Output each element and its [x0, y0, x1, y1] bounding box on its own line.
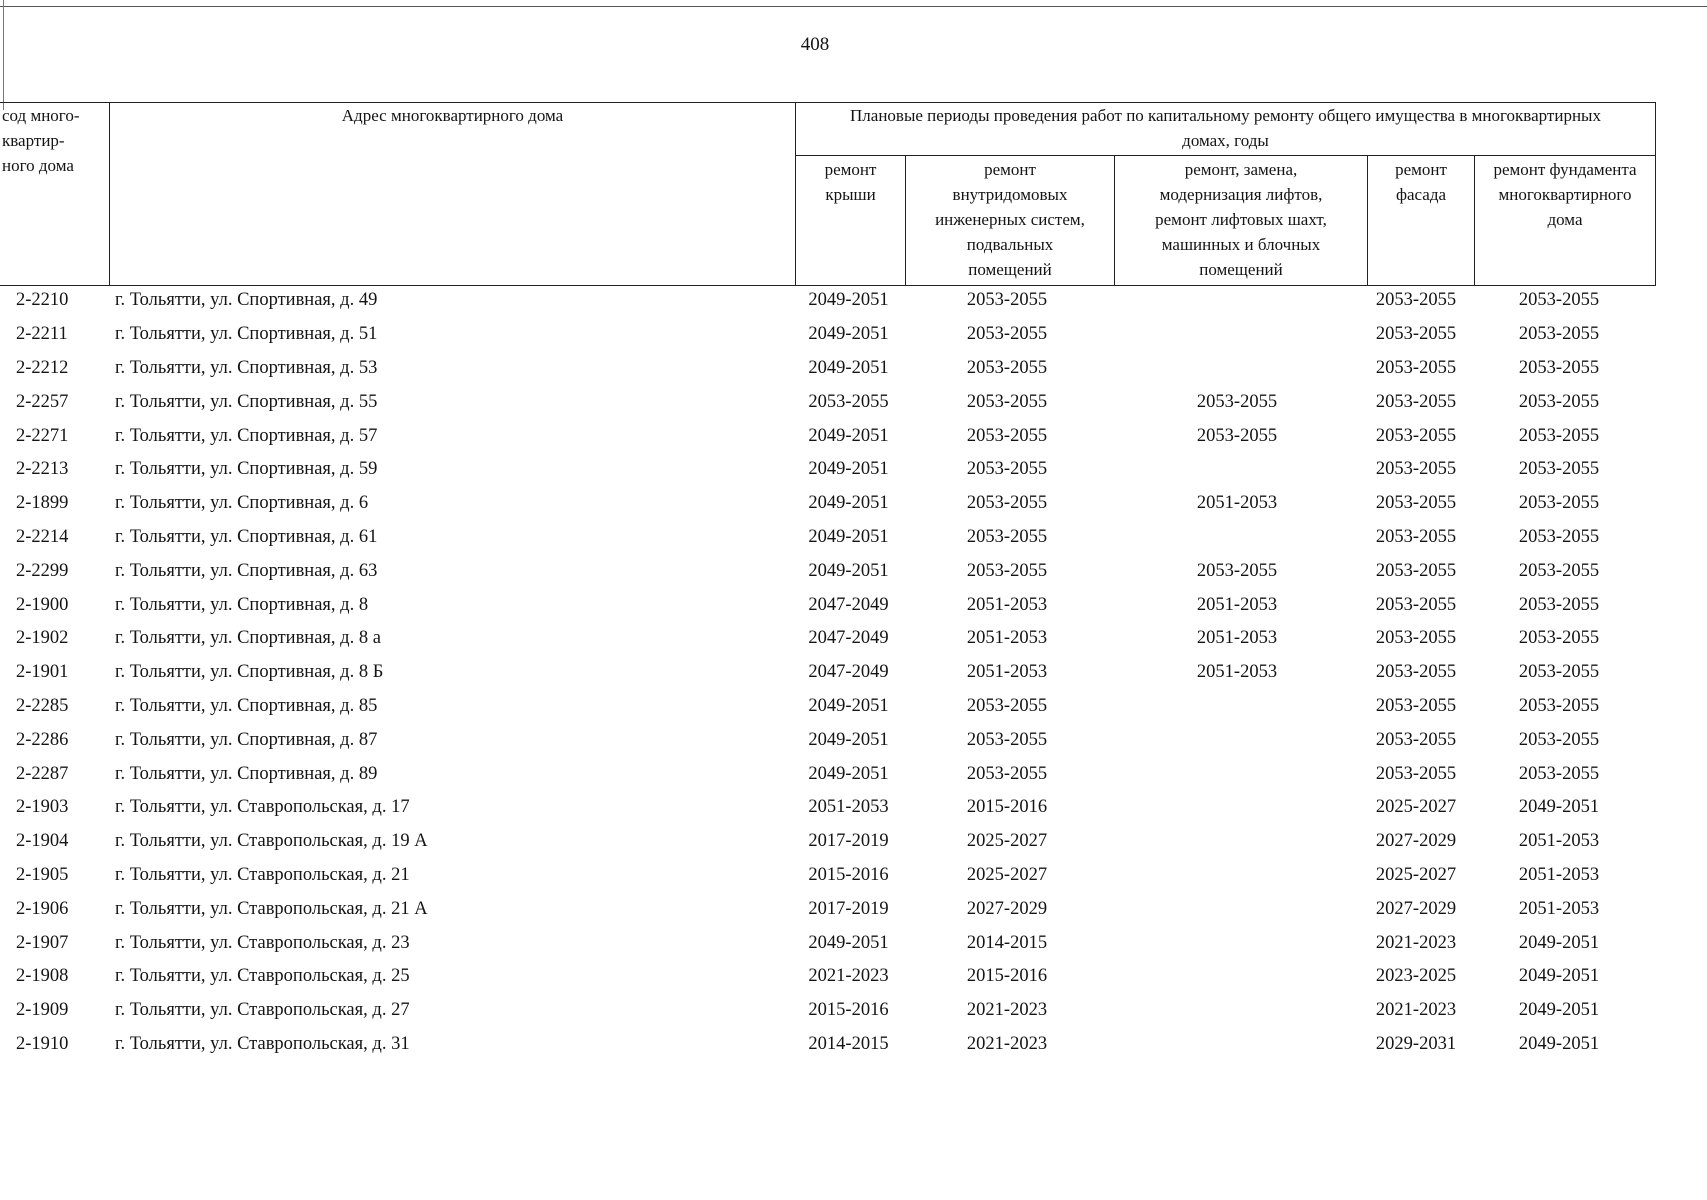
cell-lifts: [1111, 284, 1363, 318]
cell-roof: 2017-2019: [808, 831, 889, 852]
cell-lifts: 2051-2053: [1196, 594, 1278, 615]
cell-foundation: 2053-2055: [1518, 628, 1600, 649]
cell-code: 2-2299: [16, 560, 69, 581]
cell-code: 2-1905: [16, 864, 69, 885]
cell-facade: 2023-2025: [1375, 966, 1457, 987]
cell-address: г. Тольятти, ул. Спортивная, д. 85: [115, 695, 378, 716]
table-row: [0, 385, 1649, 419]
cell-code: 2-1903: [16, 797, 69, 818]
table-row: [0, 791, 1649, 825]
cell-systems: 2053-2055: [966, 763, 1048, 784]
table-row: [0, 487, 1649, 521]
table-row: [0, 554, 1649, 588]
cell-foundation: 2049-2051: [1518, 932, 1600, 953]
cell-lifts: [1111, 791, 1363, 825]
cell-systems: 2051-2053: [966, 628, 1048, 649]
cell-roof: 2049-2051: [808, 763, 889, 784]
cell-lifts: [1111, 521, 1363, 555]
table-row: [0, 622, 1649, 656]
table-row: [0, 656, 1649, 690]
cell-code: 2-2257: [16, 391, 69, 412]
cell-foundation: 2051-2053: [1518, 864, 1600, 885]
cell-foundation: 2053-2055: [1518, 594, 1600, 615]
header-planned-periods-label: Плановые периоды проведения работ по капитальному ремонту общего имущества в многоквартирных домах, годы: [850, 106, 1601, 150]
cell-foundation: 2053-2055: [1518, 290, 1600, 311]
cell-lifts: 2053-2055: [1196, 560, 1278, 581]
header-systems-line: инженерных систем,: [935, 210, 1085, 229]
cell-address: г. Тольятти, ул. Ставропольская, д. 25: [115, 966, 410, 987]
cell-foundation: 2051-2053: [1518, 898, 1600, 919]
header-planned-periods: [796, 103, 1656, 156]
table-row: [0, 690, 1649, 724]
table-row: [0, 453, 1649, 487]
cell-lifts: 2053-2055: [1196, 425, 1278, 446]
cell-address: г. Тольятти, ул. Спортивная, д. 89: [115, 763, 378, 784]
cell-foundation: 2053-2055: [1518, 357, 1600, 378]
cell-roof: 2049-2051: [808, 493, 889, 514]
cell-facade: 2053-2055: [1375, 459, 1457, 480]
cell-address: г. Тольятти, ул. Спортивная, д. 63: [115, 560, 378, 581]
cell-address: г. Тольятти, ул. Спортивная, д. 59: [115, 459, 378, 480]
cell-lifts: 2051-2053: [1196, 628, 1278, 649]
table-row: [0, 859, 1649, 893]
header-roof-line: крыши: [825, 185, 876, 204]
cell-address: г. Тольятти, ул. Ставропольская, д. 27: [115, 1000, 410, 1021]
header-lifts-line: ремонт, замена,: [1184, 160, 1298, 179]
cell-lifts: 2053-2055: [1196, 391, 1278, 412]
cell-code: 2-2285: [16, 695, 69, 716]
cell-lifts: [1111, 892, 1363, 926]
header-lifts-line: машинных и блочных: [1161, 235, 1321, 254]
header-lifts-line: помещений: [1199, 260, 1283, 279]
header-code-line: ного дома: [2, 156, 74, 175]
cell-facade: 2025-2027: [1375, 797, 1457, 818]
cell-roof: 2049-2051: [808, 425, 889, 446]
cell-address: г. Тольятти, ул. Ставропольская, д. 23: [115, 932, 410, 953]
cell-systems: 2015-2016: [966, 797, 1048, 818]
cell-facade: 2053-2055: [1375, 729, 1457, 750]
cell-lifts: [1111, 859, 1363, 893]
table-header: [0, 102, 1656, 286]
cell-facade: 2053-2055: [1375, 594, 1457, 615]
cell-roof: 2051-2053: [808, 797, 889, 818]
cell-lifts: [1111, 1028, 1363, 1062]
table-body: [0, 284, 1649, 1061]
header-foundation-line: ремонт фундамента: [1493, 160, 1637, 179]
cell-code: 2-1910: [16, 1033, 69, 1054]
cell-systems: 2053-2055: [966, 425, 1048, 446]
cell-foundation: 2049-2051: [1518, 966, 1600, 987]
cell-systems: 2053-2055: [966, 526, 1048, 547]
header-facade: [1368, 156, 1475, 286]
table-row: [0, 723, 1649, 757]
cell-address: г. Тольятти, ул. Спортивная, д. 51: [115, 324, 378, 345]
cell-address: г. Тольятти, ул. Спортивная, д. 61: [115, 526, 378, 547]
cell-code: 2-2211: [16, 324, 68, 345]
cell-foundation: 2053-2055: [1518, 391, 1600, 412]
header-facade-line: фасада: [1395, 185, 1447, 204]
cell-roof: 2049-2051: [808, 729, 889, 750]
table-rows: [0, 284, 1649, 1061]
cell-facade: 2053-2055: [1375, 695, 1457, 716]
cell-foundation: 2049-2051: [1518, 797, 1600, 818]
cell-lifts: [1111, 994, 1363, 1028]
cell-code: 2-2210: [16, 290, 69, 311]
header-address-label: Адрес многоквартирного дома: [341, 106, 564, 125]
cell-facade: 2053-2055: [1375, 628, 1457, 649]
cell-lifts: [1111, 453, 1363, 487]
cell-facade: 2053-2055: [1375, 357, 1457, 378]
cell-roof: 2049-2051: [808, 560, 889, 581]
header-systems-line: помещений: [968, 260, 1052, 279]
cell-address: г. Тольятти, ул. Спортивная, д. 8 а: [115, 628, 381, 649]
cell-systems: 2051-2053: [966, 662, 1048, 683]
cell-lifts: [1111, 926, 1363, 960]
cell-address: г. Тольятти, ул. Спортивная, д. 8 Б: [115, 662, 384, 683]
cell-address: г. Тольятти, ул. Ставропольская, д. 31: [115, 1033, 410, 1054]
cell-facade: 2029-2031: [1375, 1033, 1457, 1054]
cell-lifts: 2051-2053: [1196, 493, 1278, 514]
cell-foundation: 2053-2055: [1518, 763, 1600, 784]
cell-address: г. Тольятти, ул. Спортивная, д. 87: [115, 729, 378, 750]
cell-systems: 2021-2023: [966, 1000, 1048, 1021]
cell-systems: 2025-2027: [966, 831, 1048, 852]
cell-address: г. Тольятти, ул. Спортивная, д. 49: [115, 290, 378, 311]
cell-foundation: 2053-2055: [1518, 560, 1600, 581]
table-row: [0, 419, 1649, 453]
cell-foundation: 2053-2055: [1518, 695, 1600, 716]
cell-systems: 2053-2055: [966, 560, 1048, 581]
cell-foundation: 2053-2055: [1518, 425, 1600, 446]
table-row: [0, 892, 1649, 926]
cell-facade: 2053-2055: [1375, 526, 1457, 547]
header-foundation: [1475, 156, 1656, 286]
cell-address: г. Тольятти, ул. Ставропольская, д. 21 А: [115, 898, 428, 919]
table-row: [0, 757, 1649, 791]
header-address: [110, 103, 796, 286]
table-row: [0, 588, 1649, 622]
cell-code: 2-2271: [16, 425, 69, 446]
cell-address: г. Тольятти, ул. Ставропольская, д. 19 А: [115, 831, 428, 852]
table-row: [0, 1028, 1649, 1062]
cell-foundation: 2053-2055: [1518, 493, 1600, 514]
header-code-line: сод много-: [2, 106, 80, 125]
cell-code: 2-2212: [16, 357, 69, 378]
cell-foundation: 2053-2055: [1518, 459, 1600, 480]
cell-lifts: [1111, 757, 1363, 791]
cell-systems: 2053-2055: [966, 695, 1048, 716]
header-facade-line: ремонт: [1395, 160, 1447, 179]
cell-code: 2-1900: [16, 594, 69, 615]
cell-facade: 2021-2023: [1375, 1000, 1457, 1021]
scan-edge-top: [0, 0, 1707, 7]
header-roof-line: ремонт: [824, 160, 877, 179]
cell-foundation: 2053-2055: [1518, 526, 1600, 547]
header-code: [0, 103, 110, 286]
cell-code: 2-1899: [16, 493, 69, 514]
cell-roof: 2049-2051: [808, 324, 889, 345]
cell-code: 2-1909: [16, 1000, 69, 1021]
cell-roof: 2049-2051: [808, 459, 889, 480]
cell-address: г. Тольятти, ул. Спортивная, д. 55: [115, 391, 378, 412]
cell-code: 2-1902: [16, 628, 69, 649]
cell-facade: 2053-2055: [1375, 324, 1457, 345]
header-foundation-line: многоквартирного: [1498, 185, 1632, 204]
cell-lifts: [1111, 318, 1363, 352]
header-systems-line: подвальных: [966, 235, 1054, 254]
cell-systems: 2025-2027: [966, 864, 1048, 885]
cell-roof: 2049-2051: [808, 932, 889, 953]
cell-code: 2-1906: [16, 898, 69, 919]
cell-code: 2-2286: [16, 729, 69, 750]
cell-code: 2-2213: [16, 459, 69, 480]
header-engineering-systems: [906, 156, 1115, 286]
cell-foundation: 2053-2055: [1518, 729, 1600, 750]
cell-roof: 2047-2049: [808, 628, 889, 649]
cell-roof: 2015-2016: [808, 864, 889, 885]
table-row: [0, 960, 1649, 994]
cell-address: г. Тольятти, ул. Спортивная, д. 8: [115, 594, 369, 615]
cell-foundation: 2049-2051: [1518, 1033, 1600, 1054]
cell-lifts: [1111, 723, 1363, 757]
cell-systems: 2053-2055: [966, 290, 1048, 311]
cell-facade: 2027-2029: [1375, 898, 1457, 919]
cell-roof: 2017-2019: [808, 898, 889, 919]
cell-systems: 2053-2055: [966, 459, 1048, 480]
header-roof: [796, 156, 906, 286]
header-lifts: [1115, 156, 1368, 286]
cell-facade: 2027-2029: [1375, 831, 1457, 852]
cell-foundation: 2051-2053: [1518, 831, 1600, 852]
cell-systems: 2053-2055: [966, 357, 1048, 378]
cell-systems: 2027-2029: [966, 898, 1048, 919]
cell-roof: 2047-2049: [808, 594, 889, 615]
cell-facade: 2025-2027: [1375, 864, 1457, 885]
cell-facade: 2053-2055: [1375, 493, 1457, 514]
cell-code: 2-1904: [16, 831, 69, 852]
cell-facade: 2053-2055: [1375, 662, 1457, 683]
cell-lifts: [1111, 825, 1363, 859]
cell-address: г. Тольятти, ул. Спортивная, д. 57: [115, 425, 378, 446]
cell-code: 2-1907: [16, 932, 69, 953]
cell-address: г. Тольятти, ул. Ставропольская, д. 21: [115, 864, 410, 885]
table-row: [0, 284, 1649, 318]
table-row: [0, 825, 1649, 859]
cell-code: 2-2287: [16, 763, 69, 784]
cell-roof: 2053-2055: [808, 391, 889, 412]
cell-code: 2-1908: [16, 966, 69, 987]
cell-systems: 2051-2053: [966, 594, 1048, 615]
cell-foundation: 2053-2055: [1518, 324, 1600, 345]
cell-roof: 2049-2051: [808, 290, 889, 311]
cell-facade: 2053-2055: [1375, 391, 1457, 412]
cell-roof: 2021-2023: [808, 966, 889, 987]
cell-facade: 2021-2023: [1375, 932, 1457, 953]
cell-address: г. Тольятти, ул. Спортивная, д. 6: [115, 493, 369, 514]
page-number: 408: [800, 34, 830, 55]
header-systems-line: ремонт: [984, 160, 1036, 179]
scan-edge-left: [0, 0, 4, 110]
cell-lifts: [1111, 690, 1363, 724]
cell-facade: 2053-2055: [1375, 560, 1457, 581]
cell-systems: 2053-2055: [966, 493, 1048, 514]
cell-address: г. Тольятти, ул. Спортивная, д. 53: [115, 357, 378, 378]
cell-address: г. Тольятти, ул. Ставропольская, д. 17: [115, 797, 410, 818]
cell-systems: 2014-2015: [966, 932, 1048, 953]
cell-systems: 2053-2055: [966, 729, 1048, 750]
cell-roof: 2047-2049: [808, 662, 889, 683]
cell-roof: 2049-2051: [808, 695, 889, 716]
cell-foundation: 2049-2051: [1518, 1000, 1600, 1021]
cell-roof: 2014-2015: [808, 1033, 889, 1054]
table-row: [0, 994, 1649, 1028]
cell-roof: 2049-2051: [808, 526, 889, 547]
header-code-line: квартир-: [2, 131, 65, 150]
cell-systems: 2053-2055: [966, 324, 1048, 345]
cell-systems: 2053-2055: [966, 391, 1048, 412]
cell-systems: 2021-2023: [966, 1033, 1048, 1054]
cell-code: 2-2214: [16, 526, 69, 547]
cell-facade: 2053-2055: [1375, 763, 1457, 784]
header-lifts-line: модернизация лифтов,: [1159, 185, 1323, 204]
header-systems-line: внутридомовых: [952, 185, 1068, 204]
table-row: [0, 926, 1649, 960]
header-lifts-line: ремонт лифтовых шахт,: [1155, 210, 1327, 229]
cell-code: 2-1901: [16, 662, 69, 683]
header-foundation-line: дома: [1547, 210, 1583, 229]
cell-roof: 2015-2016: [808, 1000, 889, 1021]
cell-systems: 2015-2016: [966, 966, 1048, 987]
cell-facade: 2053-2055: [1375, 425, 1457, 446]
table-row: [0, 318, 1649, 352]
table-row: [0, 352, 1649, 386]
cell-roof: 2049-2051: [808, 357, 889, 378]
cell-lifts: [1111, 960, 1363, 994]
table-row: [0, 521, 1649, 555]
cell-lifts: [1111, 352, 1363, 386]
cell-facade: 2053-2055: [1375, 290, 1457, 311]
cell-lifts: 2051-2053: [1196, 662, 1278, 683]
cell-foundation: 2053-2055: [1518, 662, 1600, 683]
